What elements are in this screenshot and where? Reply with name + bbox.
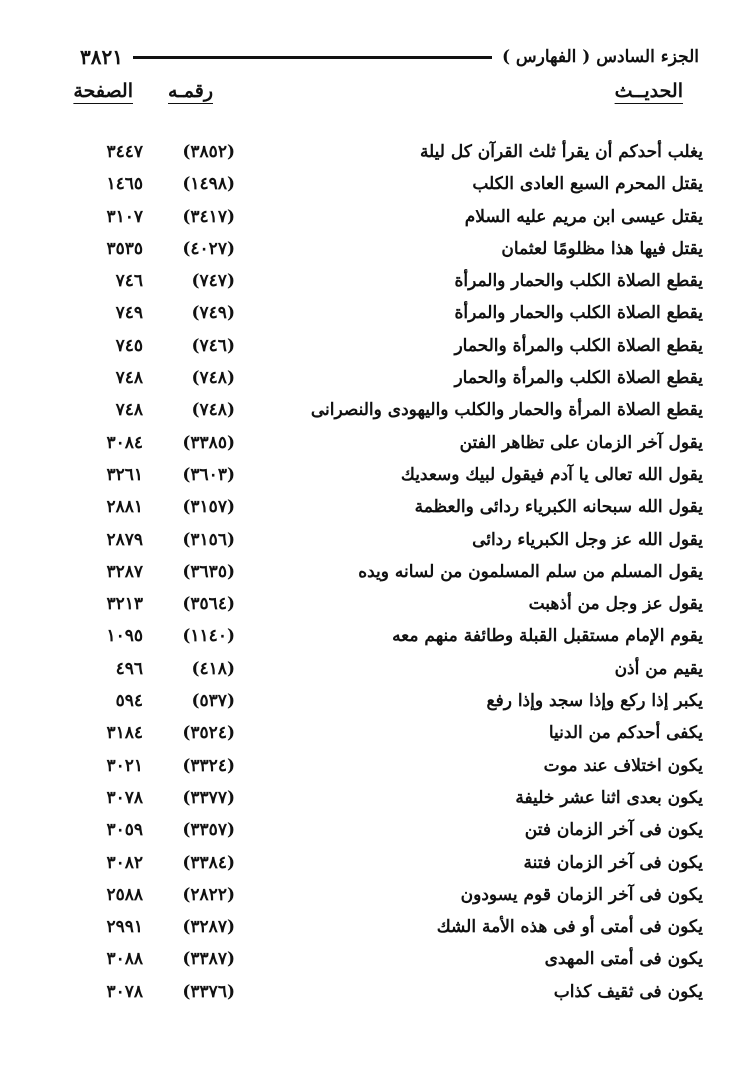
hadith-page: ٧٤٨ [115, 400, 143, 421]
hadith-page: ٧٤٥ [115, 335, 143, 356]
index-row [80, 622, 703, 654]
hadith-text: يكون فى آخر الزمان فتنة [523, 852, 703, 873]
hadith-number: (٣٥٦٤) [182, 594, 235, 615]
hadith-page: ٧٤٩ [115, 303, 143, 324]
page-number: ٣٨٢١ [80, 45, 123, 69]
hadith-page: ٣٢٦١ [106, 464, 143, 485]
index-row [80, 816, 703, 848]
index-row [80, 429, 703, 461]
hadith-number: (٣٢٨٧) [182, 917, 235, 938]
hadith-page: ٣١٨٤ [106, 723, 143, 744]
index-row [80, 526, 703, 558]
index-list [80, 138, 703, 1010]
hadith-number: (٣٥٢٤) [182, 723, 235, 744]
hadith-number: (٣١٥٦) [182, 529, 235, 550]
hadith-text: يقيم من أذن [614, 658, 703, 679]
header-rule [133, 56, 492, 59]
hadith-page: ٢٩٩١ [106, 917, 143, 938]
hadith-page: ٥٩٤ [115, 691, 143, 712]
hadith-page: ٣٠٧٨ [106, 981, 143, 1002]
hadith-text: يقتل المحرم السبع العادى الكلب [472, 174, 703, 195]
hadith-number: (٧٤٦) [191, 335, 235, 356]
index-row [80, 913, 703, 945]
hadith-number: (٣٨٥٢) [182, 142, 235, 162]
hadith-number: (٣٤١٧) [182, 206, 235, 227]
hadith-number: (٣٣٨٥) [182, 432, 235, 453]
hadith-page: ٢٨٨١ [106, 497, 143, 518]
index-row [80, 590, 703, 622]
hadith-text: يقطع الصلاة الكلب والمرأة والحمار [454, 368, 703, 389]
hadith-page: ١٤٦٥ [106, 174, 143, 195]
hadith-page: ٧٤٦ [115, 271, 143, 292]
index-row [80, 849, 703, 881]
hadith-text: يقطع الصلاة المرأة والحمار والكلب واليهودى والنصرانى [310, 400, 703, 421]
hadith-number: (٤١٨) [191, 658, 235, 679]
hadith-number: (٣٦٠٣) [182, 464, 235, 485]
hadith-page: ٣٠٢١ [106, 755, 143, 776]
hadith-number: (٣٣٨٤) [182, 852, 235, 873]
hadith-number: (٧٤٩) [191, 303, 235, 324]
hadith-number: (٢٨٢٢) [182, 884, 235, 905]
hadith-text: يغلب أحدكم أن يقرأ ثلث القرآن كل ليلة [419, 142, 703, 162]
hadith-page: ٣٤٤٧ [106, 142, 143, 162]
hadith-text: يقتل عيسى ابن مريم عليه السلام [464, 206, 703, 227]
index-row [80, 687, 703, 719]
hadith-text: يكبر إذا ركع وإذا سجد وإذا رفع [486, 691, 703, 712]
index-row [80, 138, 703, 170]
hadith-number: (٧٤٧) [191, 271, 235, 292]
hadith-text: يكون فى آخر الزمان فتن [524, 820, 703, 841]
hadith-page: ٧٤٨ [115, 368, 143, 389]
column-header-page: الصفحة [73, 80, 133, 102]
hadith-number: (١٤٩٨) [182, 174, 235, 195]
index-row [80, 655, 703, 687]
index-row [80, 461, 703, 493]
hadith-page: ٤٩٦ [115, 658, 143, 679]
hadith-page: ٢٨٧٩ [106, 529, 143, 550]
hadith-number: (٧٤٨) [191, 400, 235, 421]
hadith-number: (٣٦٣٥) [182, 561, 235, 582]
hadith-number: (٣٣٧٧) [182, 787, 235, 808]
index-row [80, 881, 703, 913]
hadith-text: يقول عز وجل من أذهبت [528, 594, 703, 615]
hadith-text: يقطع الصلاة الكلب والحمار والمرأة [454, 271, 703, 292]
column-header-hadith: الحديــث [614, 80, 683, 102]
column-headers [73, 80, 683, 116]
index-row [80, 945, 703, 977]
hadith-text: يكون فى آخر الزمان قوم يسودون [460, 884, 703, 905]
hadith-text: يقتل فيها هذا مظلومًا لعثمان [501, 238, 703, 259]
hadith-text: يكون فى ثقيف كذاب [553, 981, 703, 1002]
hadith-page: ٣٠٥٩ [106, 820, 143, 841]
hadith-number: (٤٠٢٧) [182, 238, 235, 259]
hadith-number: (١١٤٠) [182, 626, 235, 647]
hadith-page: ٣٢٨٧ [106, 561, 143, 582]
hadith-text: يقول الله تعالى يا آدم فيقول لبيك وسعديك [400, 464, 703, 485]
hadith-text: يكون اختلاف عند موت [543, 755, 703, 776]
index-row [80, 364, 703, 396]
hadith-page: ٣٠٧٨ [106, 787, 143, 808]
index-row [80, 332, 703, 364]
hadith-page: ٢٥٨٨ [106, 884, 143, 905]
hadith-page: ٣٥٣٥ [106, 238, 143, 259]
hadith-text: يقول المسلم من سلم المسلمون من لسانه ويده [358, 561, 703, 582]
section-title: الجزء السادس ( الفهارس ) [501, 47, 699, 67]
hadith-number: (٧٤٨) [191, 368, 235, 389]
hadith-text: يكون بعدى اثنا عشر خليفة [515, 787, 703, 808]
hadith-text: يقول الله عز وجل الكبرياء ردائى [472, 529, 703, 550]
hadith-text: يقوم الإمام مستقبل القبلة وطائفة منهم معه [392, 626, 703, 647]
hadith-number: (٣٣٨٧) [182, 949, 235, 970]
hadith-page: ١٠٩٥ [106, 626, 143, 647]
hadith-text: يقول الله سبحانه الكبرياء ردائى والعظمة [414, 497, 703, 518]
index-row [80, 978, 703, 1010]
hadith-text: يكفى أحدكم من الدنيا [548, 723, 703, 744]
index-row [80, 558, 703, 590]
hadith-text: يقول آخر الزمان على تظاهر الفتن [459, 432, 703, 453]
running-header [80, 40, 699, 74]
hadith-text: يكون فى أمتى المهدى [544, 949, 703, 970]
index-row [80, 493, 703, 525]
hadith-number: (٣٣٥٧) [182, 820, 235, 841]
hadith-number: (٣٣٧٦) [182, 981, 235, 1002]
hadith-text: يقطع الصلاة الكلب والمرأة والحمار [454, 335, 703, 356]
index-row [80, 235, 703, 267]
hadith-text: يقطع الصلاة الكلب والحمار والمرأة [454, 303, 703, 324]
index-row [80, 752, 703, 784]
hadith-page: ٣٠٨٢ [106, 852, 143, 873]
hadith-number: (٣٣٢٤) [182, 755, 235, 776]
hadith-number: (٥٣٧) [191, 691, 235, 712]
index-row [80, 719, 703, 751]
index-row [80, 170, 703, 202]
hadith-number: (٣١٥٧) [182, 497, 235, 518]
hadith-page: ٣٠٨٤ [106, 432, 143, 453]
index-row [80, 203, 703, 235]
index-row [80, 267, 703, 299]
hadith-page: ٣٠٨٨ [106, 949, 143, 970]
index-row [80, 396, 703, 428]
hadith-page: ٣١٠٧ [106, 206, 143, 227]
column-header-number: رقمـه [168, 80, 213, 102]
index-row [80, 299, 703, 331]
hadith-text: يكون فى أمتى أو فى هذه الأمة الشك [436, 917, 703, 938]
index-row [80, 784, 703, 816]
hadith-page: ٣٢١٣ [106, 594, 143, 615]
